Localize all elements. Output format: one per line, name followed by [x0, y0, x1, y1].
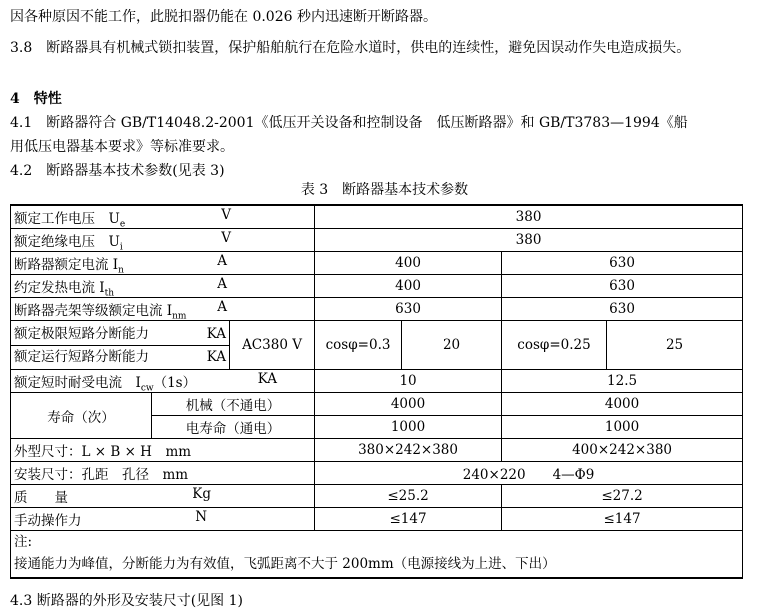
mechanical-life-label: 机械（不通电）	[152, 393, 315, 416]
cell-value: 630	[502, 252, 743, 275]
cell-value: 380×242×380	[315, 439, 502, 462]
paragraph-4-2: 4.2 断路器基本技术参数(见表 3)	[10, 163, 225, 179]
unit: A	[217, 299, 228, 315]
outline-dimensions-label: 外型尺寸：L × B × H mm	[11, 439, 315, 462]
cell-value: 12.5	[502, 370, 743, 393]
note-text: 接通能力为峰值，分断能力为有效值，飞弧距离不大于 200mm（电源接线为上进、下出）	[14, 556, 556, 572]
voltage-value: AC380 V	[230, 321, 315, 370]
unit: KA	[206, 325, 226, 342]
cell-value: 10	[315, 370, 502, 393]
spec-table	[10, 204, 743, 579]
cell-value: 630	[315, 298, 502, 321]
cell-value: 630	[502, 298, 743, 321]
paragraph-line: 因各种原因不能工作，此脱扣器仍能在 0.026 秒内迅速断开断路器。	[10, 9, 437, 25]
table-row	[11, 485, 743, 508]
electrical-life-label: 电寿命（通电）	[152, 416, 315, 439]
table-row: 约定发热电流 $I_{th}$ A 400 630	[11, 275, 743, 298]
table-row: 额定工作电压 $U_e$ V 380	[11, 205, 743, 229]
cell-value: 400	[315, 252, 502, 275]
cell-value: ≤25.2	[315, 485, 502, 508]
lifespan-label: 寿命（次）	[11, 393, 152, 439]
rated-working-voltage-label: 额定工作电压 U	[14, 211, 120, 227]
unit: Kg	[192, 486, 212, 502]
frame-current-label: 断路器壳架等级额定电流 I	[14, 303, 173, 319]
table-row	[11, 508, 743, 531]
table-row: 断路器壳架等级额定电流 $I_{nm}$ A 630 630	[11, 298, 743, 321]
cell-value: ≤147	[502, 508, 743, 531]
table-row: 额定绝缘电压 $U_i$ V 380	[11, 229, 743, 252]
table-row: 额定短时耐受电流 $I_{cw}(1s)$ KA 10 12.5	[11, 370, 743, 393]
paragraph-4-3: 4.3 断路器的外形及安装尺寸(见图 1)	[10, 593, 243, 609]
short-time-current-label: 额定短时耐受电流 I	[14, 375, 141, 391]
section-heading-4: 4 特性	[10, 91, 62, 107]
cell-value: 380	[315, 205, 743, 229]
rated-insulation-voltage-label: 额定绝缘电压 U	[14, 234, 120, 250]
rated-current-label: 断路器额定电流 I	[14, 257, 119, 273]
ultimate-breaking-capacity-label: 额定极限短路分断能力	[14, 325, 149, 342]
paragraph-3-8: 3.8 断路器具有机械式锁扣装置，保护船舶航行在危险水道时，供电的连续性，避免因误动作失电造成损失。	[10, 40, 691, 56]
cell-value: 4000	[502, 393, 743, 416]
cell-value: 4000	[315, 393, 502, 416]
note-title: 注:	[14, 534, 33, 550]
mounting-dimensions-label: 安装尺寸：孔距 孔径 mm	[11, 462, 315, 485]
weight-label: 质 量	[14, 490, 68, 506]
power-factor-value: cosφ=0.3	[315, 321, 402, 370]
paragraph-4-1-line2: 用低压电器基本要求》等标准要求。	[10, 139, 234, 155]
paragraph-4-1-line1: 4.1 断路器符合 GB/T14048.2-2001《低压开关设备和控制设备 低压断路器》和 GB/T3783—1994《船	[10, 115, 688, 131]
unit: V	[221, 207, 232, 223]
thermal-current-label: 约定发热电流 I	[14, 280, 105, 296]
table-row	[11, 439, 743, 462]
table-caption: 表 3 断路器基本技术参数	[300, 182, 469, 198]
cell-value: 400×242×380	[502, 439, 743, 462]
operating-force-label: 手动操作力	[14, 513, 82, 529]
table-row	[11, 531, 743, 579]
cell-value: 630	[502, 275, 743, 298]
cell-value: 1000	[502, 416, 743, 439]
unit: KA	[206, 348, 226, 365]
cell-value: ≤27.2	[502, 485, 743, 508]
cell-value: ≤147	[315, 508, 502, 531]
cell-value: 380	[315, 229, 743, 252]
cell-value: 240×220 4—Φ9	[315, 462, 743, 485]
power-factor-value: cosφ=0.25	[502, 321, 607, 370]
table-row: 断路器额定电流 $I_n$ A 400 630	[11, 252, 743, 275]
table-row	[11, 321, 743, 370]
unit: N	[195, 509, 208, 525]
service-breaking-capacity-label: 额定运行短路分断能力	[14, 348, 149, 365]
table-row	[11, 462, 743, 485]
unit: V	[221, 230, 232, 246]
unit: A	[217, 253, 228, 269]
unit: A	[217, 276, 228, 292]
table-row	[11, 393, 743, 416]
unit: KA	[257, 371, 278, 387]
cell-value: 25	[607, 321, 743, 370]
cell-value: 400	[315, 275, 502, 298]
cell-value: 20	[402, 321, 502, 370]
cell-value: 1000	[315, 416, 502, 439]
